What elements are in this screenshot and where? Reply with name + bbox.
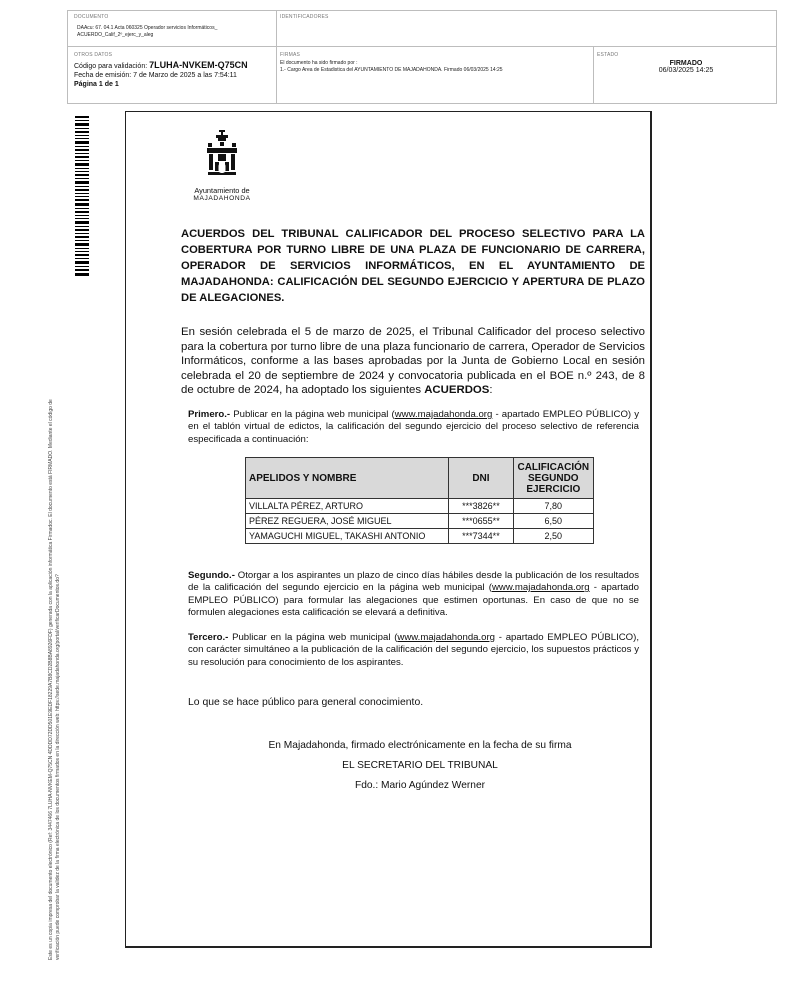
segundo-link[interactable]: www.majadahonda.org: [491, 582, 590, 594]
tercero-paragraph: [188, 632, 639, 669]
side-text-line-1: Este es un copia impresa del documento electrónico (Ref: 3447466 7LUHA-NVKEM-Q75CN 4DDDD72DD501E9EDF18229A7B8CD2B8BA8926FDF) generada con la aplicación informática Firmadoc. El documento está FIRMADO. Mediante el código de: [48, 399, 54, 960]
logo-text-line-1: Ayuntamiento de: [194, 186, 250, 195]
segundo-text-2: - apartado EMPLEO PÚBLICO) para formular las alegaciones que estimen oportunas. En caso de que no se formulen alegaciones esta calificación se elevará a definitiva.: [188, 582, 639, 618]
otros-datos-label: OTROS DATOS: [74, 52, 113, 58]
cell-name: VILLALTA PÉREZ, ARTURO: [246, 499, 449, 514]
documento-value: DAAcu: 67. 04.1 Acta 060325 Operador servicios Informáticos_: [77, 25, 218, 31]
signature-line-2: EL SECRETARIO DEL TRIBUNAL: [342, 760, 498, 771]
signature-line-1: En Majadahonda, firmado electrónicamente en la fecha de su firma: [268, 740, 572, 751]
documento-cell: [74, 14, 274, 39]
cell-dni: ***3826**: [449, 499, 513, 514]
col-header-score: CALIFICACIÓN SEGUNDO EJERCICIO: [513, 458, 593, 499]
firmas-line-1: El documento ha sido firmado por :: [280, 60, 358, 66]
page-title: ACUERDOS DEL TRIBUNAL CALIFICADOR DEL PROCESO SELECTIVO PARA LA COBERTURA POR TURNO LIBRE DE UNA PLAZA DE FUNCIONARIO DE CARRERA, OPERADOR DE SERVICIOS INFORMÁTICOS, EN EL AYUNTAMIENTO DE MAJADAHONDA: CALIFICACIÓN DEL SEGUNDO EJERCICIO Y APERTURA DE PLAZO DE ALEGACIONES.: [181, 228, 645, 304]
firmas-label: FIRMAS: [280, 52, 301, 58]
table-row: [246, 529, 594, 544]
validation-code-row: [74, 61, 274, 71]
col-header-dni: DNI: [449, 458, 513, 499]
page-count: Página 1 de 1: [74, 81, 119, 88]
documento-value-2: ACUERDO_Calif_2º_ejerc_y_aleg: [77, 32, 154, 38]
codigo-label: Código para validación:: [74, 63, 148, 70]
barcode-icon: [75, 116, 89, 276]
tercero-text-1: Publicar en la página web municipal (: [228, 632, 398, 643]
primero-text-1: Publicar en la página web municipal (: [230, 409, 395, 420]
document-header: [67, 10, 777, 104]
primero-link[interactable]: www.majadahonda.org: [394, 409, 493, 420]
cell-name: YAMAGUCHI MIGUEL, TAKASHI ANTONIO: [246, 529, 449, 544]
header-divider: [68, 46, 776, 47]
identificadores-cell: [280, 14, 329, 20]
firmas-cell: [280, 52, 590, 74]
primero-label: Primero.-: [188, 409, 231, 420]
intro-text: En sesión celebrada el 5 de marzo de 2025, el Tribunal Calificador del proceso selectivo para la cobertura por turno libre de una plaza funcionario de carrera, Operador de Servicios Informáticos, conforme a las bases aprobadas por la Junta de Gobierno Local en sesión celebrada el 20 de septiembre de 2024 y convocatoria publicada en el BOE n.º 243, de 8 de octubre de 2024, ha adoptado los siguientes: [181, 326, 645, 396]
closing-statement: Lo que se hace público para general conocimiento.: [188, 697, 424, 708]
logo-text-line-2: MAJADAHONDA: [193, 195, 251, 202]
cell-score: 2,50: [513, 529, 593, 544]
table-row: [246, 499, 594, 514]
tercero-label: Tercero.-: [188, 632, 229, 643]
intro-end: :: [489, 384, 493, 396]
identificadores-label: IDENTIFICADORES: [280, 14, 329, 20]
status-badge: FIRMADO: [669, 60, 703, 67]
segundo-text-1: Otorgar a los aspirantes un plazo de cinco días hábiles desde la publicación de los resultados de la calificación del segundo ejercicio en la página web municipal (: [188, 570, 639, 594]
cell-dni: ***0655**: [449, 514, 513, 529]
side-verification-text: [48, 300, 62, 960]
validation-code[interactable]: 7LUHA-NVKEM-Q75CN: [149, 60, 248, 70]
col-header-name: APELIDOS Y NOMBRE: [246, 458, 449, 499]
intro-bold: ACUERDOS: [424, 384, 490, 396]
primero-paragraph: [188, 409, 639, 446]
coat-of-arms-icon: [188, 130, 256, 180]
fecha-emision: Fecha de emisión: 7 de Marzo de 2025 a las 7:54:11: [74, 72, 237, 79]
tercero-link[interactable]: www.majadahonda.org: [397, 632, 496, 643]
primero-text-2: - apartado EMPLEO PÚBLICO) y en el tablón virtual de edictos, la calificación del segundo ejercicio del proceso selectivo de referencia especificada a continuación:: [188, 409, 639, 445]
cell-score: 7,80: [513, 499, 593, 514]
tercero-text-2: - apartado EMPLEO PÚBLICO), con carácter simultáneo a la publicación de la calificación del segundo ejercicio, los supuestos prácticos y su resolución para conocimiento de los aspirantes.: [188, 632, 639, 668]
estado-date: 06/03/2025 14:25: [658, 67, 714, 74]
estado-label: ESTADO: [597, 52, 619, 58]
header-divider: [593, 46, 594, 103]
results-table: [245, 457, 594, 544]
municipal-logo: [188, 130, 256, 205]
cell-name: PÉREZ REGUERA, JOSÉ MIGUEL: [246, 514, 449, 529]
side-text-line-2: verificación puede comprobar la validez de la firma electrónica de los documentos firmados en la dirección web: https://sede.majadahonda.org/portal/verificarDocumentos.do?: [55, 574, 61, 960]
signature-line-3: Fdo.: Mario Agúndez Werner: [354, 780, 486, 791]
otros-datos-cell: [74, 52, 274, 89]
table-header-row: [246, 458, 594, 499]
documento-label: DOCUMENTO: [74, 14, 109, 20]
cell-score: 6,50: [513, 514, 593, 529]
intro-paragraph: [181, 325, 645, 398]
table-row: [246, 514, 594, 529]
firmas-line-2: 1.- Cargo Area de Estadistica del AYUNTAMIENTO DE MAJADAHONDA. Firmado 06/03/2025 14:25: [280, 67, 503, 73]
cell-dni: ***7344**: [449, 529, 513, 544]
segundo-label: Segundo.-: [188, 570, 235, 581]
estado-cell: [597, 52, 775, 74]
segundo-paragraph: [188, 570, 639, 619]
header-divider: [276, 11, 277, 103]
